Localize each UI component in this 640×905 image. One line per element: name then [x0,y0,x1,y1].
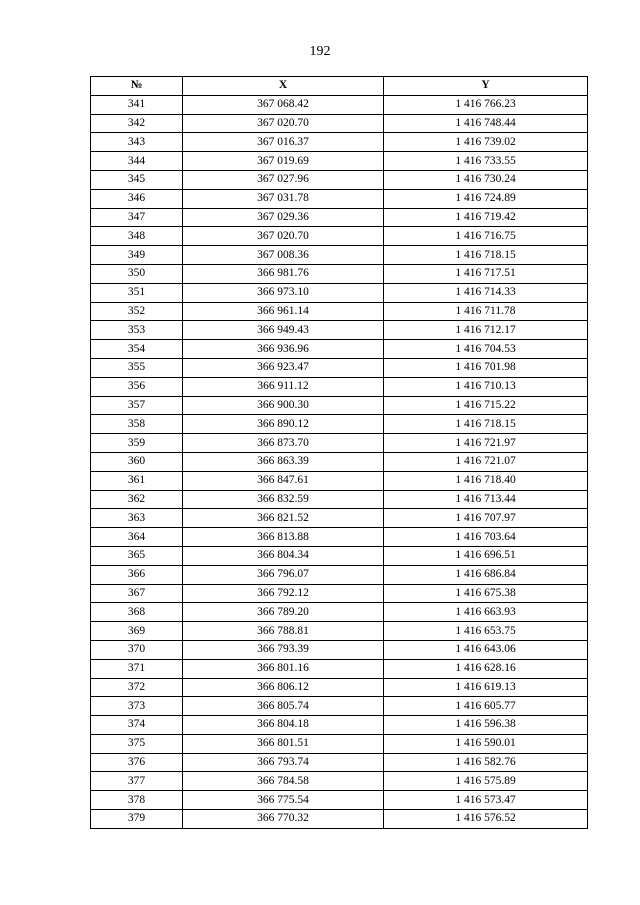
table-row [91,678,588,697]
cell-y: 1 416 712.17 [384,321,588,340]
table-row [91,546,588,565]
cell-x: 366 949.43 [183,321,384,340]
cell-number: 363 [91,509,183,528]
table-row [91,584,588,603]
header-y: Y [384,77,588,96]
cell-number: 345 [91,170,183,189]
cell-x: 366 973.10 [183,283,384,302]
cell-y: 1 416 628.16 [384,659,588,678]
table-row [91,490,588,509]
cell-number: 352 [91,302,183,321]
cell-x: 366 900.30 [183,396,384,415]
cell-y: 1 416 748.44 [384,114,588,133]
cell-y: 1 416 715.22 [384,396,588,415]
cell-x: 366 801.51 [183,734,384,753]
cell-y: 1 416 707.97 [384,509,588,528]
cell-y: 1 416 582.76 [384,753,588,772]
cell-number: 358 [91,415,183,434]
cell-y: 1 416 766.23 [384,95,588,114]
cell-number: 379 [91,810,183,829]
cell-y: 1 416 686.84 [384,565,588,584]
cell-number: 360 [91,452,183,471]
cell-y: 1 416 719.42 [384,208,588,227]
cell-number: 355 [91,358,183,377]
cell-x: 366 788.81 [183,622,384,641]
cell-number: 349 [91,246,183,265]
cell-y: 1 416 653.75 [384,622,588,641]
cell-y: 1 416 596.38 [384,716,588,735]
cell-x: 366 792.12 [183,584,384,603]
cell-number: 364 [91,528,183,547]
cell-x: 366 923.47 [183,358,384,377]
cell-x: 366 911.12 [183,377,384,396]
cell-number: 377 [91,772,183,791]
table-header-row [91,77,588,96]
cell-x: 366 821.52 [183,509,384,528]
cell-number: 361 [91,471,183,490]
cell-y: 1 416 663.93 [384,603,588,622]
cell-x: 366 936.96 [183,340,384,359]
table-row [91,810,588,829]
cell-x: 367 031.78 [183,189,384,208]
cell-y: 1 416 718.15 [384,246,588,265]
coordinates-table [90,76,588,829]
table-row [91,283,588,302]
cell-x: 367 020.70 [183,227,384,246]
table-row [91,452,588,471]
table-row [91,415,588,434]
cell-y: 1 416 730.24 [384,170,588,189]
table-row [91,396,588,415]
cell-number: 373 [91,697,183,716]
cell-x: 366 804.34 [183,546,384,565]
table-row [91,264,588,283]
cell-x: 366 863.39 [183,452,384,471]
cell-number: 341 [91,95,183,114]
cell-y: 1 416 696.51 [384,546,588,565]
cell-number: 353 [91,321,183,340]
table-row [91,753,588,772]
cell-y: 1 416 711.78 [384,302,588,321]
cell-x: 366 981.76 [183,264,384,283]
cell-y: 1 416 704.53 [384,340,588,359]
cell-y: 1 416 575.89 [384,772,588,791]
cell-x: 366 890.12 [183,415,384,434]
table-row [91,716,588,735]
table-row [91,133,588,152]
cell-x: 366 793.39 [183,640,384,659]
cell-x: 366 793.74 [183,753,384,772]
cell-y: 1 416 733.55 [384,152,588,171]
table-row [91,377,588,396]
table-row [91,246,588,265]
table-row [91,340,588,359]
cell-x: 367 016.37 [183,133,384,152]
cell-number: 342 [91,114,183,133]
cell-y: 1 416 576.52 [384,810,588,829]
cell-x: 366 806.12 [183,678,384,697]
table-row [91,152,588,171]
table-row [91,358,588,377]
cell-y: 1 416 590.01 [384,734,588,753]
cell-number: 368 [91,603,183,622]
table-row [91,208,588,227]
cell-number: 376 [91,753,183,772]
cell-x: 366 775.54 [183,791,384,810]
cell-y: 1 416 643.06 [384,640,588,659]
table-row [91,509,588,528]
page-number: 192 [309,44,331,59]
cell-number: 362 [91,490,183,509]
cell-x: 366 961.14 [183,302,384,321]
cell-y: 1 416 724.89 [384,189,588,208]
cell-number: 348 [91,227,183,246]
cell-y: 1 416 718.15 [384,415,588,434]
cell-number: 350 [91,264,183,283]
cell-x: 366 796.07 [183,565,384,584]
table-row [91,189,588,208]
table-row [91,772,588,791]
cell-number: 343 [91,133,183,152]
table-row [91,170,588,189]
cell-y: 1 416 675.38 [384,584,588,603]
cell-y: 1 416 701.98 [384,358,588,377]
table-row [91,114,588,133]
cell-x: 366 770.32 [183,810,384,829]
cell-number: 357 [91,396,183,415]
cell-number: 367 [91,584,183,603]
cell-x: 367 068.42 [183,95,384,114]
cell-y: 1 416 718.40 [384,471,588,490]
table-row [91,321,588,340]
table-row [91,528,588,547]
table-row [91,791,588,810]
cell-number: 375 [91,734,183,753]
cell-x: 366 873.70 [183,434,384,453]
cell-y: 1 416 710.13 [384,377,588,396]
cell-number: 354 [91,340,183,359]
cell-number: 347 [91,208,183,227]
table-row [91,471,588,490]
cell-y: 1 416 703.64 [384,528,588,547]
table-row [91,622,588,641]
table-row [91,95,588,114]
table-row [91,734,588,753]
table-row [91,227,588,246]
cell-x: 366 832.59 [183,490,384,509]
cell-x: 367 027.96 [183,170,384,189]
cell-y: 1 416 573.47 [384,791,588,810]
cell-x: 366 801.16 [183,659,384,678]
cell-y: 1 416 739.02 [384,133,588,152]
cell-y: 1 416 721.07 [384,452,588,471]
cell-y: 1 416 716.75 [384,227,588,246]
cell-y: 1 416 605.77 [384,697,588,716]
cell-y: 1 416 714.33 [384,283,588,302]
cell-number: 356 [91,377,183,396]
cell-x: 367 020.70 [183,114,384,133]
cell-x: 366 789.20 [183,603,384,622]
cell-y: 1 416 619.13 [384,678,588,697]
cell-number: 372 [91,678,183,697]
table-body [91,95,588,828]
cell-number: 374 [91,716,183,735]
cell-x: 366 813.88 [183,528,384,547]
cell-y: 1 416 721.97 [384,434,588,453]
header-number: № [91,77,183,96]
table-row [91,434,588,453]
table-row [91,659,588,678]
cell-y: 1 416 717.51 [384,264,588,283]
cell-x: 366 804.18 [183,716,384,735]
cell-number: 346 [91,189,183,208]
cell-number: 359 [91,434,183,453]
cell-x: 366 805.74 [183,697,384,716]
table-row [91,640,588,659]
cell-number: 365 [91,546,183,565]
cell-number: 371 [91,659,183,678]
cell-number: 344 [91,152,183,171]
cell-number: 378 [91,791,183,810]
cell-number: 369 [91,622,183,641]
cell-x: 367 019.69 [183,152,384,171]
table-row [91,697,588,716]
cell-x: 366 784.58 [183,772,384,791]
cell-x: 367 008.36 [183,246,384,265]
table-row [91,302,588,321]
cell-y: 1 416 713.44 [384,490,588,509]
table-row [91,603,588,622]
cell-x: 367 029.36 [183,208,384,227]
header-x: X [183,77,384,96]
cell-number: 351 [91,283,183,302]
cell-x: 366 847.61 [183,471,384,490]
cell-number: 370 [91,640,183,659]
cell-number: 366 [91,565,183,584]
table-row [91,565,588,584]
